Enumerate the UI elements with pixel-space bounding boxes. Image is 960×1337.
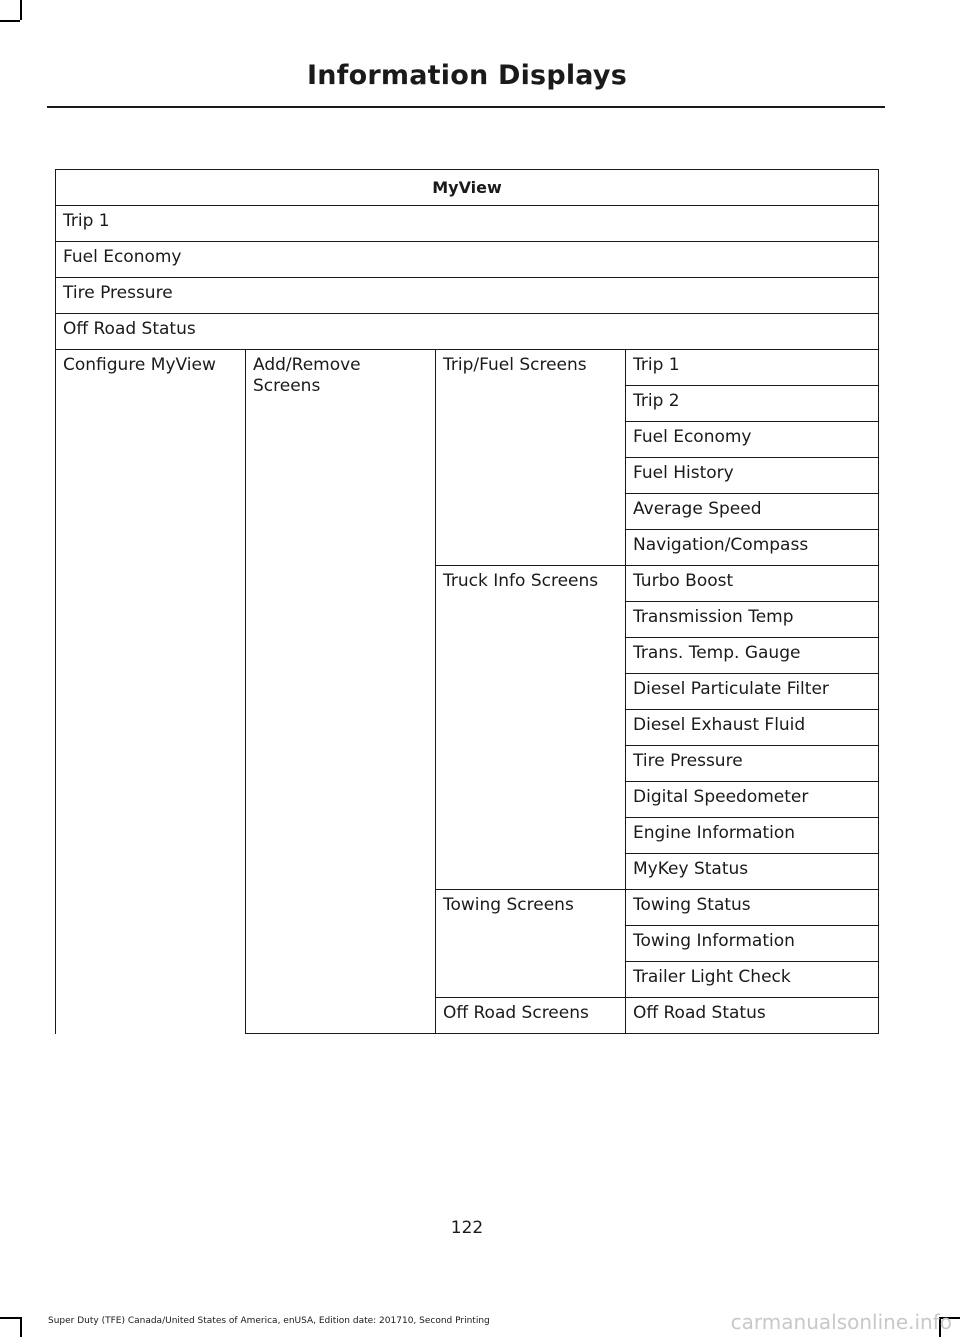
- group-label: Trip/Fuel Screens: [436, 350, 626, 566]
- table-row: [56, 206, 879, 242]
- table-row: [56, 242, 879, 278]
- screen-item: Navigation/Compass: [626, 530, 879, 566]
- menu-option: Fuel Economy: [56, 242, 879, 278]
- table-row: [56, 350, 879, 386]
- screen-item: Average Speed: [626, 494, 879, 530]
- screen-item: Diesel Particulate Filter: [626, 674, 879, 710]
- crop-mark: [0, 1317, 20, 1319]
- screen-item: Trailer Light Check: [626, 962, 879, 998]
- crop-mark: [20, 1317, 22, 1337]
- table-row: [56, 170, 879, 206]
- crop-mark: [20, 0, 22, 20]
- screen-item: Fuel History: [626, 458, 879, 494]
- screen-item: Off Road Status: [626, 998, 879, 1034]
- table-heading: MyView: [56, 170, 879, 206]
- myview-menu-table: [55, 169, 879, 1034]
- menu-option: Tire Pressure: [56, 278, 879, 314]
- group-label: Truck Info Screens: [436, 566, 626, 890]
- screen-item: Fuel Economy: [626, 422, 879, 458]
- group-label: Off Road Screens: [436, 998, 626, 1034]
- screen-item: Digital Speedometer: [626, 782, 879, 818]
- screen-item: Trip 2: [626, 386, 879, 422]
- table-row: [56, 314, 879, 350]
- group-label: Towing Screens: [436, 890, 626, 998]
- configure-label: Configure MyView: [56, 350, 246, 1034]
- menu-option: Trip 1: [56, 206, 879, 242]
- screen-item: Transmission Temp: [626, 602, 879, 638]
- screen-item: Towing Status: [626, 890, 879, 926]
- print-info: Super Duty (TFE) Canada/United States of America, enUSA, Edition date: 201710, Second Printing: [48, 1316, 490, 1326]
- submenu-label: Add/Remove Screens: [246, 350, 436, 1034]
- screen-item: Trip 1: [626, 350, 879, 386]
- table-body: [56, 170, 879, 1034]
- crop-mark: [0, 20, 20, 22]
- screen-item: Engine Information: [626, 818, 879, 854]
- table-row: [56, 278, 879, 314]
- title-rule: [47, 106, 885, 108]
- screen-item: Towing Information: [626, 926, 879, 962]
- watermark: carmanualsonline.info: [730, 1310, 952, 1334]
- screen-item: Trans. Temp. Gauge: [626, 638, 879, 674]
- screen-item: MyKey Status: [626, 854, 879, 890]
- screen-item: Diesel Exhaust Fluid: [626, 710, 879, 746]
- screen-item: Turbo Boost: [626, 566, 879, 602]
- menu-option: Off Road Status: [56, 314, 879, 350]
- screen-item: Tire Pressure: [626, 746, 879, 782]
- page-number: 122: [450, 1218, 484, 1238]
- page-title: Information Displays: [307, 60, 627, 91]
